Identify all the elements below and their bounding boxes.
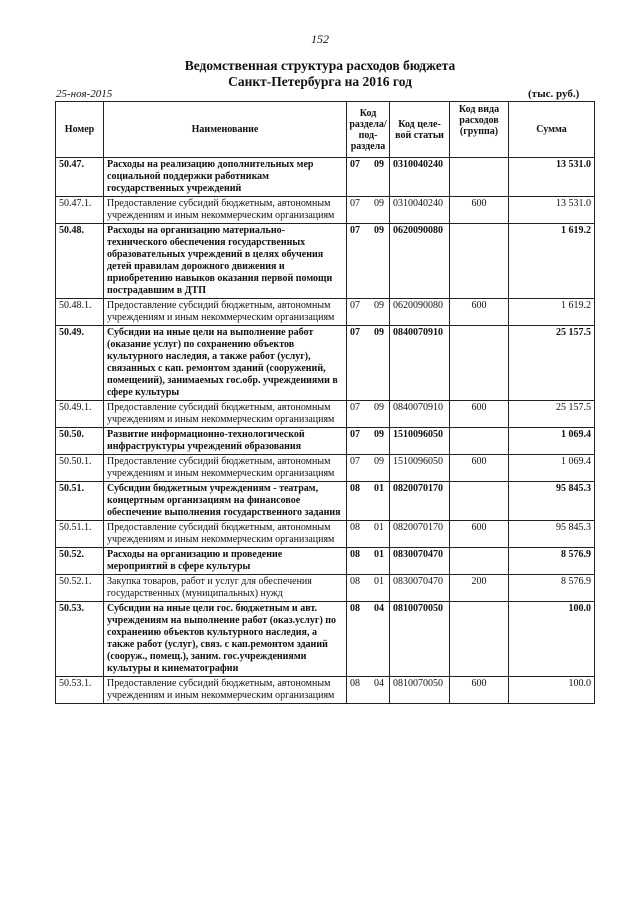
table-row	[56, 548, 595, 575]
row-subsection: 09	[374, 402, 384, 413]
row-sum: 1 619.2	[509, 224, 595, 299]
row-sum: 1 619.2	[509, 299, 595, 326]
row-section: 07	[350, 159, 360, 170]
row-subsection: 01	[374, 483, 384, 494]
row-expense-type	[450, 428, 509, 455]
row-sum: 1 069.4	[509, 428, 595, 455]
row-sum: 8 576.9	[509, 548, 595, 575]
row-number: 50.52.	[56, 548, 104, 575]
page-number: 152	[311, 32, 329, 46]
row-section-code	[347, 428, 390, 455]
row-name: Расходы на организацию и проведение мероприятий в сфере культуры	[104, 548, 347, 575]
row-name: Предоставление субсидий бюджетным, автономным учреждениям и иным некоммерческим организациям	[104, 299, 347, 326]
row-expense-type: 600	[450, 299, 509, 326]
row-section-code	[347, 482, 390, 521]
row-section: 08	[350, 522, 360, 533]
row-subsection: 09	[374, 456, 384, 467]
row-name: Субсидии бюджетным учреждениям - театрам, концертным организациям на финансовое обеспечение выполнения государственного задания	[104, 482, 347, 521]
row-target-code: 0820070170	[390, 482, 450, 521]
currency-units: (тыс. руб.)	[528, 88, 580, 100]
table-row	[56, 428, 595, 455]
table-row	[56, 455, 595, 482]
row-subsection: 09	[374, 225, 384, 236]
row-section: 08	[350, 483, 360, 494]
row-expense-type: 600	[450, 197, 509, 224]
row-target-code: 1510096050	[390, 455, 450, 482]
row-sum: 95 845.3	[509, 482, 595, 521]
row-subsection: 09	[374, 198, 384, 209]
row-section: 08	[350, 549, 360, 560]
row-section: 07	[350, 429, 360, 440]
row-number: 50.52.1.	[56, 575, 104, 602]
table-row	[56, 224, 595, 299]
row-expense-type: 600	[450, 401, 509, 428]
row-name: Расходы на реализацию дополнительных мер социальной поддержки работникам государственных учреждений	[104, 158, 347, 197]
row-name: Развитие информационно-технологической инфраструктуры учреждений образования	[104, 428, 347, 455]
table-body	[56, 158, 595, 704]
row-subsection: 04	[374, 678, 384, 689]
row-section: 07	[350, 225, 360, 236]
row-number: 50.49.	[56, 326, 104, 401]
row-name: Субсидии на иные цели гос. бюджетным и авт. учреждениям на выполнение работ (оказ.услуг) по сохранению объектов культурного наследия, а также работ (услуг), связ. с кап.ремонтом зданий (сооруж., помещ.), заним. гос.учреждениями культуры и кинематографии	[104, 602, 347, 677]
table-header-row	[56, 102, 595, 158]
table-row	[56, 197, 595, 224]
title-line-2: Санкт-Петербурга на 2016 год	[228, 74, 412, 89]
row-number: 50.48.1.	[56, 299, 104, 326]
row-section: 08	[350, 678, 360, 689]
row-section: 07	[350, 300, 360, 311]
row-name: Расходы на организацию материально-технического обеспечения государственных образовательных учреждений в целях обучения детей правилам дорожного движения и приобретению навыков оказания первой помощи пострадавшим в ДТП	[104, 224, 347, 299]
row-section-code	[347, 575, 390, 602]
row-section: 07	[350, 402, 360, 413]
row-expense-type	[450, 548, 509, 575]
row-target-code: 0620090080	[390, 224, 450, 299]
row-number: 50.51.	[56, 482, 104, 521]
row-target-code: 0830070470	[390, 575, 450, 602]
row-subsection: 09	[374, 429, 384, 440]
row-section-code	[347, 224, 390, 299]
row-section: 07	[350, 327, 360, 338]
row-expense-type	[450, 224, 509, 299]
row-name: Предоставление субсидий бюджетным, автономным учреждениям и иным некоммерческим организациям	[104, 677, 347, 704]
row-target-code: 0830070470	[390, 548, 450, 575]
row-sum: 95 845.3	[509, 521, 595, 548]
row-subsection: 01	[374, 522, 384, 533]
row-subsection: 09	[374, 327, 384, 338]
row-name: Предоставление субсидий бюджетным, автономным учреждениям и иным некоммерческим организациям	[104, 401, 347, 428]
row-sum: 1 069.4	[509, 455, 595, 482]
row-section-code	[347, 677, 390, 704]
row-number: 50.50.	[56, 428, 104, 455]
row-expense-type	[450, 158, 509, 197]
row-number: 50.53.1.	[56, 677, 104, 704]
table-row	[56, 326, 595, 401]
row-sum: 100.0	[509, 602, 595, 677]
row-section-code	[347, 197, 390, 224]
row-name: Субсидии на иные цели на выполнение работ (оказание услуг) по сохранению объектов культурного наследия, а также работ (услуг), связанных с кап. ремонтом зданий (сооружений, помещений), занимаемых гос.обр. учреждениями в сфере культуры	[104, 326, 347, 401]
row-section-code	[347, 401, 390, 428]
row-expense-type	[450, 326, 509, 401]
row-number: 50.47.	[56, 158, 104, 197]
title-line-1: Ведомственная структура расходов бюджета	[184, 58, 456, 73]
row-target-code: 1510096050	[390, 428, 450, 455]
header-sum: Сумма	[509, 102, 595, 158]
table-row	[56, 482, 595, 521]
table-row	[56, 158, 595, 197]
row-expense-type	[450, 602, 509, 677]
row-subsection: 09	[374, 159, 384, 170]
row-name: Предоставление субсидий бюджетным, автономным учреждениям и иным некоммерческим организациям	[104, 521, 347, 548]
document-date: 25-ноя-2015	[56, 88, 113, 100]
row-number: 50.50.1.	[56, 455, 104, 482]
table-row	[56, 299, 595, 326]
row-section-code	[347, 548, 390, 575]
row-section-code	[347, 326, 390, 401]
table-row	[56, 677, 595, 704]
row-subsection: 01	[374, 576, 384, 587]
row-name: Предоставление субсидий бюджетным, автономным учреждениям и иным некоммерческим организациям	[104, 455, 347, 482]
row-sum: 8 576.9	[509, 575, 595, 602]
row-section-code	[347, 158, 390, 197]
row-section: 07	[350, 198, 360, 209]
row-target-code: 0810070050	[390, 677, 450, 704]
table-row	[56, 521, 595, 548]
row-name: Предоставление субсидий бюджетным, автономным учреждениям и иным некоммерческим организациям	[104, 197, 347, 224]
row-section: 07	[350, 456, 360, 467]
row-section-code	[347, 455, 390, 482]
budget-table	[55, 101, 595, 704]
table-row	[56, 602, 595, 677]
row-section: 08	[350, 603, 360, 614]
row-section-code	[347, 602, 390, 677]
row-number: 50.47.1.	[56, 197, 104, 224]
row-target-code: 0840070910	[390, 401, 450, 428]
row-number: 50.48.	[56, 224, 104, 299]
header-section-code: Код раздела/ под- раздела	[347, 102, 390, 158]
row-subsection: 09	[374, 300, 384, 311]
row-target-code: 0820070170	[390, 521, 450, 548]
header-expense-type: Код вида расходов (группа)	[450, 102, 509, 158]
row-target-code: 0810070050	[390, 602, 450, 677]
row-sum: 13 531.0	[509, 197, 595, 224]
header-name: Наименование	[104, 102, 347, 158]
row-sum: 13 531.0	[509, 158, 595, 197]
row-target-code: 0620090080	[390, 299, 450, 326]
table-row	[56, 401, 595, 428]
row-target-code: 0310040240	[390, 158, 450, 197]
row-sum: 25 157.5	[509, 326, 595, 401]
row-sum: 100.0	[509, 677, 595, 704]
header-number: Номер	[56, 102, 104, 158]
row-name: Закупка товаров, работ и услуг для обеспечения государственных (муниципальных) нужд	[104, 575, 347, 602]
document-title	[0, 58, 640, 90]
row-number: 50.49.1.	[56, 401, 104, 428]
row-expense-type: 600	[450, 521, 509, 548]
row-sum: 25 157.5	[509, 401, 595, 428]
row-expense-type	[450, 482, 509, 521]
row-subsection: 01	[374, 549, 384, 560]
row-section-code	[347, 299, 390, 326]
row-target-code: 0310040240	[390, 197, 450, 224]
row-subsection: 04	[374, 603, 384, 614]
row-expense-type: 600	[450, 677, 509, 704]
row-target-code: 0840070910	[390, 326, 450, 401]
row-section: 08	[350, 576, 360, 587]
row-number: 50.51.1.	[56, 521, 104, 548]
header-target-code: Код целе- вой статьи	[390, 102, 450, 158]
row-number: 50.53.	[56, 602, 104, 677]
row-expense-type: 200	[450, 575, 509, 602]
row-expense-type: 600	[450, 455, 509, 482]
row-section-code	[347, 521, 390, 548]
table-row	[56, 575, 595, 602]
